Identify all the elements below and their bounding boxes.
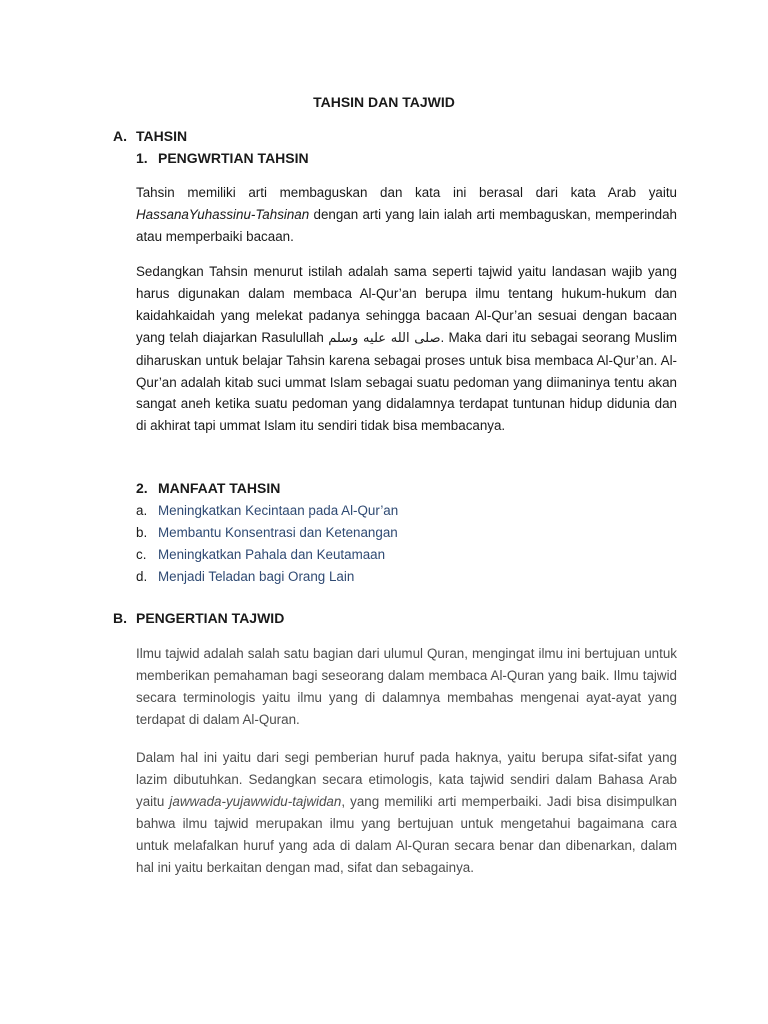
paragraph-text: Tahsin memiliki arti membaguskan dan kata ini berasal dari kata Arab yaitu [136, 185, 677, 200]
tahsin-istilah-paragraph [136, 261, 677, 437]
subsection-2-title: MANFAAT TAHSIN [158, 480, 281, 496]
italic-term: jawwada-yujawwidu-tajwidan [169, 793, 342, 809]
list-marker: d. [136, 568, 148, 584]
tajwid-definition-paragraph: Ilmu tajwid adalah salah satu bagian dari ulumul Quran, mengingat ilmu ini bertujuan untuk memberikan pemahaman bagi seseorang dalam membaca Al-Quran yang baik. Ilmu tajwid secara terminologis yaitu ilmu yang di dalamnya membahas mengenai ayat-ayat yang terdapat di dalam Al-Quran. [136, 646, 677, 727]
list-marker: c. [136, 546, 147, 562]
list-item [136, 522, 398, 544]
paragraph-text: Sedangkan Tahsin menurut istilah adalah sama seperti tajwid yaitu landasan wajib yang harus digunakan dalam membaca Al-Qur’an berupa ilmu tentang hukum-hukum dan kaidahkaidah yang melekat padanya sehingga bacaan Al-Qur’an sesuai dengan bacaan yang telah diajarkan Rasulullah [136, 264, 677, 345]
paragraph-text: . Maka dari itu sebagai seorang Muslim diharuskan untuk belajar Tahsin karena sebagai proses untuk bisa membaca Al-Qur’an. Al-Qur’an adalah kitab suci ummat Islam sebagai suatu pedoman yang diimaninya tentu akan sangat aneh ketika suatu pedoman yang didalamnya terdapat tuntunan hidup didunia dan di akhirat tapi ummat Islam itu sendiri tidak bisa membacanya. [136, 329, 677, 434]
document-title: TAHSIN DAN TAJWID [313, 94, 455, 110]
section-b-heading [113, 610, 284, 626]
italic-term: HassanaYuhassinu-Tahsinan [136, 206, 310, 222]
list-marker: a. [136, 503, 148, 518]
arabic-salawat-text: صلى الله عليه وسلم [328, 330, 441, 346]
subsection-2-heading [136, 480, 280, 496]
tajwid-etimologi-paragraph [136, 747, 677, 878]
benefit-list [136, 500, 398, 588]
tahsin-definition-paragraph [136, 182, 677, 248]
section-a-number: A. [113, 128, 127, 144]
subsection-1-heading [136, 150, 309, 166]
paragraph-text: Dalam hal ini yaitu dari segi pemberian huruf pada haknya, yaitu berupa sifat-sifat yang lazim dibutuhkan. Sedangkan secara etimologis, kata tajwid sendiri dalam Bahasa Arab yaitu [136, 750, 677, 809]
list-item [136, 544, 398, 566]
list-item-text: Membantu Konsentrasi dan Ketenangan [158, 524, 398, 540]
section-b-number: B. [113, 610, 127, 626]
section-a-title: TAHSIN [136, 128, 188, 144]
list-item [136, 500, 398, 522]
paragraph-text: dengan arti yang lain ialah arti membaguskan, memperindah atau memperbaiki bacaan. [136, 206, 677, 244]
paragraph-text: , yang memiliki arti memperbaiki. Jadi bisa disimpulkan bahwa ilmu tajwid merupakan ilmu yang bertujuan untuk mengetahui bagaimana cara untuk melafalkan huruf yang ada di dalam Al-Quran secara benar dan dibenarkan, dalam hal ini yaitu berkaitan dengan mad, sifat dan sebagainya. [136, 793, 677, 875]
subsection-2-number: 2. [136, 480, 148, 496]
section-b-title: PENGERTIAN TAJWID [136, 610, 285, 626]
list-marker: b. [136, 524, 148, 540]
section-a-heading [113, 128, 187, 144]
subsection-1-number: 1. [136, 150, 148, 166]
list-item-text: Meningkatkan Kecintaan pada Al-Qur’an [158, 503, 399, 518]
list-item-text: Menjadi Teladan bagi Orang Lain [158, 568, 355, 584]
list-item-text: Meningkatkan Pahala dan Keutamaan [158, 546, 386, 562]
subsection-1-title: PENGWRTIAN TAHSIN [158, 150, 309, 166]
list-item [136, 566, 398, 588]
